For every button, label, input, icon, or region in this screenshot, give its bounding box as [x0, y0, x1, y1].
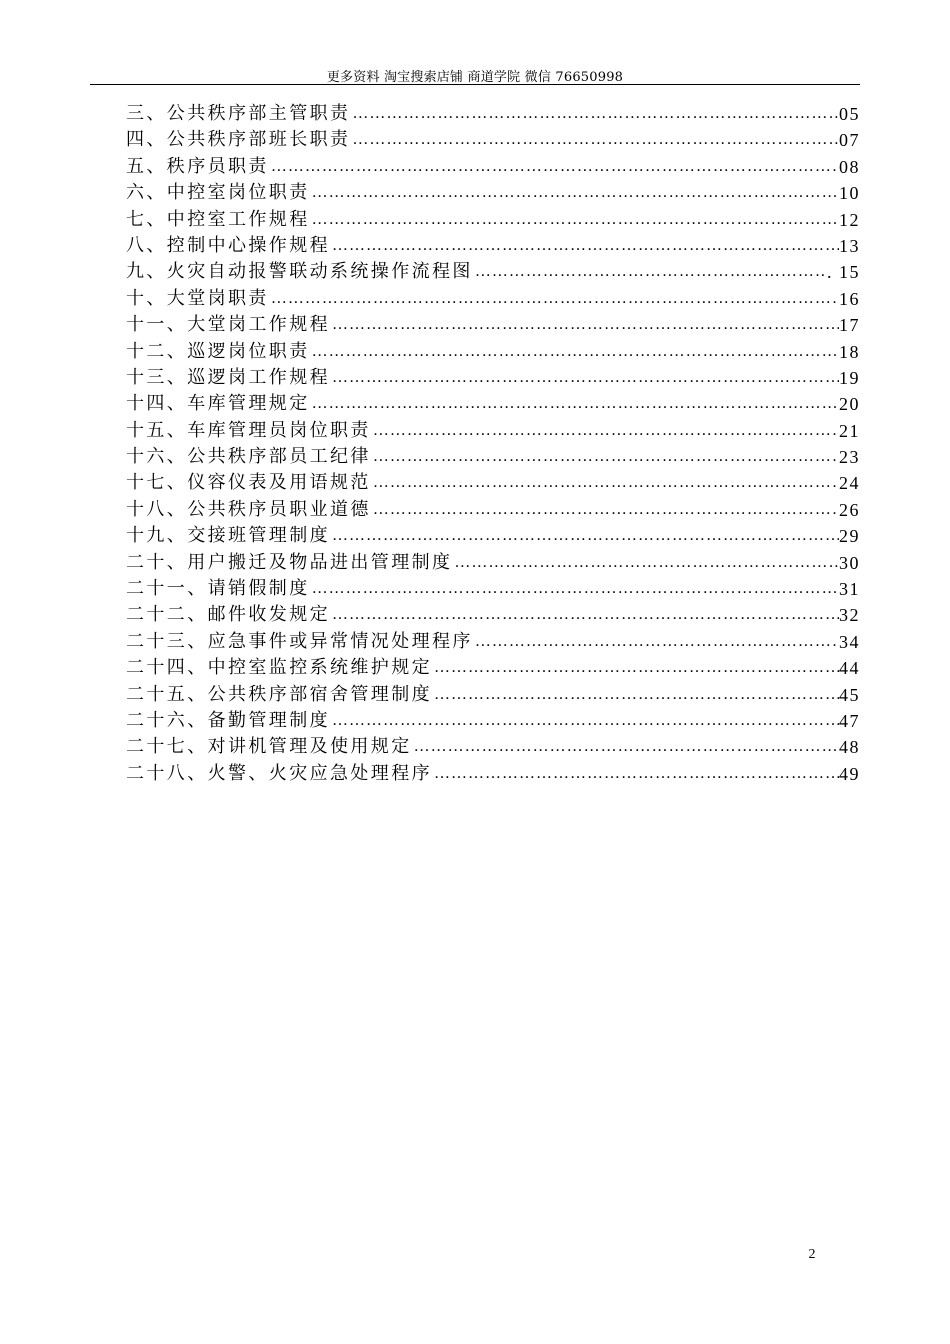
toc-entry-title: 十四、车库管理规定 [126, 393, 310, 415]
toc-entry[interactable] [126, 259, 860, 285]
header-divider [90, 84, 860, 85]
toc-dot-leader [371, 444, 839, 470]
toc-entry-page: 29 [839, 526, 860, 547]
toc-entry[interactable] [126, 444, 860, 470]
toc-entry-page: 48 [839, 737, 860, 758]
page-header: 更多资料 淘宝搜索店铺 商道学院 微信 76650998 [326, 70, 624, 85]
toc-dot-leader [412, 734, 839, 760]
toc-entry[interactable] [126, 576, 860, 602]
toc-entry-title: 十三、巡逻岗工作规程 [126, 366, 330, 388]
toc-dot-leader [310, 339, 839, 365]
toc-dot-leader [310, 207, 839, 233]
toc-entry-page: 21 [839, 420, 860, 441]
toc-dot-leader [269, 286, 839, 312]
toc-dot-leader [310, 180, 839, 206]
toc-entry-title: 二十七、对讲机管理及使用规定 [126, 736, 412, 758]
toc-entry[interactable] [126, 497, 860, 523]
toc-dot-leader [473, 259, 827, 285]
toc-dot-leader [432, 682, 839, 708]
toc-entry-title: 二十二、邮件收发规定 [126, 604, 330, 626]
toc-entry-page: 24 [839, 473, 860, 494]
toc-entry[interactable] [126, 761, 860, 787]
toc-entry-page: 44 [839, 658, 860, 679]
toc-entry-title: 二十、用户搬迁及物品进出管理制度 [126, 551, 453, 573]
toc-entry-title: 二十六、备勤管理制度 [126, 709, 330, 731]
toc-entry-title: 十、大堂岗职责 [126, 287, 269, 309]
toc-entry-page: 32 [839, 605, 860, 626]
toc-entry-title: 六、中控室岗位职责 [126, 182, 310, 204]
toc-entry[interactable] [126, 312, 860, 338]
toc-entry[interactable] [126, 655, 860, 681]
toc-entry[interactable] [126, 550, 860, 576]
toc-dot-leader [330, 523, 839, 549]
toc-entry[interactable] [126, 127, 860, 153]
toc-dot-leader [330, 365, 839, 391]
toc-entry-title: 四、公共秩序部班长职责 [126, 129, 351, 151]
toc-entry-page: 05 [839, 103, 860, 124]
toc-entry-page: 12 [839, 209, 860, 230]
toc-entry-page: 13 [839, 235, 860, 256]
toc-entry-title: 二十三、应急事件或异常情况处理程序 [126, 630, 473, 652]
toc-dot-leader [371, 418, 839, 444]
toc-entry-page: 47 [839, 710, 860, 731]
toc-entry-title: 二十四、中控室监控系统维护规定 [126, 657, 432, 679]
toc-entry[interactable] [126, 602, 860, 628]
toc-entry-title: 十八、公共秩序员职业道德 [126, 498, 371, 520]
toc-dot-leader [452, 550, 839, 576]
toc-entry-title: 十二、巡逻岗位职责 [126, 340, 310, 362]
toc-dot-leader [371, 470, 839, 496]
toc-entry-title: 二十五、公共秩序部宿舍管理制度 [126, 683, 432, 705]
toc-entry-title: 十七、仪容仪表及用语规范 [126, 472, 371, 494]
toc-dot-leader [269, 154, 839, 180]
toc-entry[interactable] [126, 418, 860, 444]
toc-entry-page: 10 [839, 183, 860, 204]
toc-dot-leader [350, 101, 839, 127]
toc-dot-leader [310, 576, 839, 602]
toc-entry-page: 31 [839, 579, 860, 600]
toc-entry-title: 十一、大堂岗工作规程 [126, 314, 330, 336]
toc-entry-page: 20 [839, 394, 860, 415]
page-number: 2 [808, 1247, 816, 1262]
toc-entry[interactable] [126, 233, 860, 259]
toc-dot-leader [330, 312, 839, 338]
toc-entry[interactable] [126, 101, 860, 127]
toc-entry-title: 九、火灾自动报警联动系统操作流程图 [126, 261, 473, 283]
toc-entry-title: 三、公共秩序部主管职责 [126, 102, 351, 124]
toc-entry-page: 26 [839, 499, 860, 520]
toc-entry-title: 十五、车库管理员岗位职责 [126, 419, 371, 441]
toc-entry-page: 18 [839, 341, 860, 362]
toc-dot-leader [330, 708, 839, 734]
toc-entry-page: 49 [839, 763, 860, 784]
toc-entry-page: 45 [839, 684, 860, 705]
toc-entry-title: 八、控制中心操作规程 [126, 234, 330, 256]
toc-entry-page: 23 [839, 447, 860, 468]
toc-entry[interactable] [126, 708, 860, 734]
toc-entry-page: 07 [839, 130, 860, 151]
toc-entry[interactable] [126, 286, 860, 312]
toc-entry-page: . 15 [827, 262, 860, 283]
toc-entry[interactable] [126, 682, 860, 708]
toc-entry[interactable] [126, 470, 860, 496]
toc-entry[interactable] [126, 207, 860, 233]
toc-entry[interactable] [126, 734, 860, 760]
toc-entry-title: 五、秩序员职责 [126, 155, 269, 177]
toc-entry-page: 34 [839, 631, 860, 652]
toc-dot-leader [432, 655, 839, 681]
toc-entry[interactable] [126, 365, 860, 391]
toc-entry[interactable] [126, 339, 860, 365]
toc-dot-leader [432, 761, 839, 787]
toc-dot-leader [330, 602, 839, 628]
toc-dot-leader [473, 629, 839, 655]
toc-entry-page: 19 [839, 367, 860, 388]
toc-entry[interactable] [126, 180, 860, 206]
toc-entry-page: 08 [839, 156, 860, 177]
toc-entry-page: 16 [839, 288, 860, 309]
toc-entry[interactable] [126, 523, 860, 549]
toc-entry-title: 二十八、火警、火灾应急处理程序 [126, 762, 432, 784]
toc-entry[interactable] [126, 391, 860, 417]
toc-dot-leader [310, 391, 839, 417]
toc-entry-title: 十六、公共秩序部员工纪律 [126, 446, 371, 468]
toc-entry-title: 二十一、请销假制度 [126, 578, 310, 600]
toc-dot-leader [371, 497, 839, 523]
toc-entry[interactable] [126, 154, 860, 180]
toc-entry-page: 17 [839, 315, 860, 336]
toc-entry-title: 十九、交接班管理制度 [126, 525, 330, 547]
toc-dot-leader [330, 233, 839, 259]
toc-entry[interactable] [126, 629, 860, 655]
toc-dot-leader [350, 127, 839, 153]
table-of-contents [126, 101, 860, 787]
toc-entry-title: 七、中控室工作规程 [126, 208, 310, 230]
toc-entry-page: 30 [839, 552, 860, 573]
